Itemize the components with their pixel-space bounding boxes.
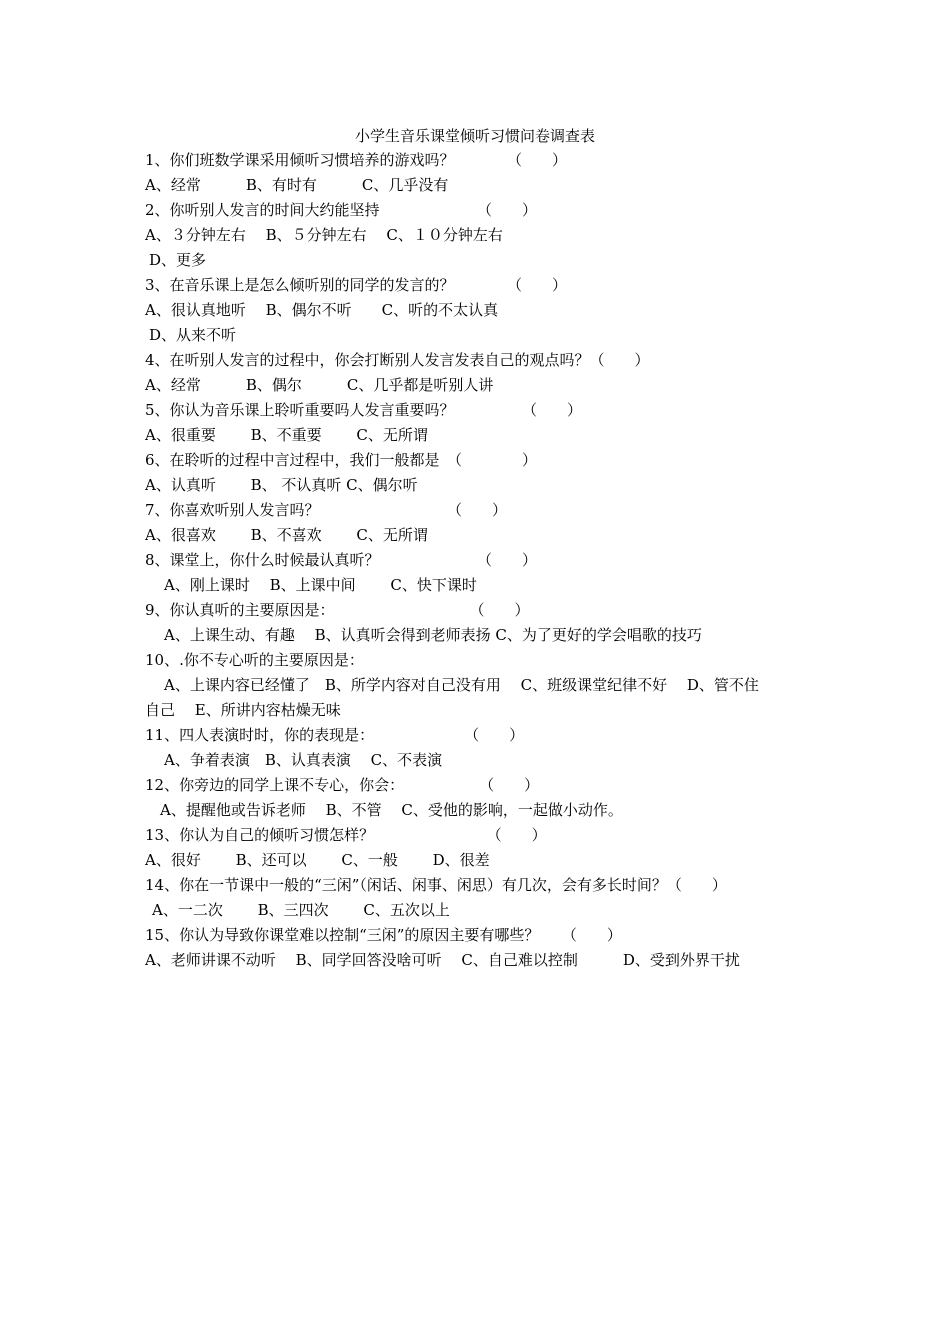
options-3-cont: D、从来不听: [149, 326, 237, 344]
options-10: A、上课内容已经懂了 B、所学内容对自己没有用 C、班级课堂纪律不好 D、管不住: [164, 676, 759, 694]
question-15: 15、你认为导致你课堂难以控制“三闲”的原因主要有哪些？ （ ）: [145, 926, 622, 944]
question-12: 12、你旁边的同学上课不专心，你会： （ ）: [145, 776, 540, 794]
question-7: 7、你喜欢听别人发言吗？ （ ）: [145, 501, 508, 519]
question-9: 9、你认真听的主要原因是： （ ）: [145, 601, 530, 619]
options-8: A、刚上课时 B、上课中间 C、快下课时: [164, 576, 477, 594]
question-11: 11、四人表演时时，你的表现是： （ ）: [145, 726, 525, 744]
options-14: A、一二次 B、三四次 C、五次以上: [152, 901, 450, 919]
question-10: 10、.你不专心听的主要原因是：: [145, 651, 364, 669]
question-1: 1、你们班数学课采用倾听习惯培养的游戏吗？ （ ）: [145, 151, 568, 169]
question-5: 5、你认为音乐课上聆听重要吗人发言重要吗？ （ ）: [145, 401, 583, 419]
options-10-cont: 自己 E、所讲内容枯燥无味: [145, 701, 341, 719]
options-11: A、争着表演 B、认真表演 C、不表演: [164, 751, 443, 769]
options-5: A、很重要 B、不重要 C、无所谓: [145, 426, 428, 444]
question-14: 14、你在一节课中一般的“三闲”（闲话、闲事、闲思）有几次，会有多长时间？（ ）: [145, 876, 727, 894]
options-2-cont: D、更多: [149, 251, 207, 269]
options-6: A、认真听 B、 不认真听 C、偶尔听: [145, 476, 418, 494]
options-15: A、老师讲课不动听 B、同学回答没啥可听 C、自己难以控制 D、受到外界干扰: [145, 951, 740, 969]
question-3: 3、在音乐课上是怎么倾听别的同学的发言的？ （ ）: [145, 276, 568, 294]
question-2: 2、你听别人发言的时间大约能坚持 （ ）: [145, 201, 538, 219]
options-3: A、很认真地听 B、偶尔不听 C、听的不太认真: [145, 301, 499, 319]
options-1: A、经常 B、有时有 C、几乎没有: [145, 176, 449, 194]
options-4: A、经常 B、偶尔 C、几乎都是听别人讲: [145, 376, 494, 394]
options-9: A、上课生动、有趣 B、认真听会得到老师表扬 C、为了更好的学会唱歌的技巧: [164, 626, 702, 644]
options-13: A、很好 B、还可以 C、一般 D、很差: [145, 851, 490, 869]
options-7: A、很喜欢 B、不喜欢 C、无所谓: [145, 526, 428, 544]
question-8: 8、课堂上，你什么时候最认真听？ （ ）: [145, 551, 538, 569]
question-4: 4、在听别人发言的过程中，你会打断别人发言发表自己的观点吗？（ ）: [145, 351, 650, 369]
options-2: A、３分钟左右 B、５分钟左右 C、１０分钟左右: [145, 226, 503, 244]
question-6: 6、在聆听的过程中言过程中，我们一般都是 （ ）: [145, 451, 538, 469]
options-12: A、提醒他或告诉老师 B、不管 C、受他的影响，一起做小动作。: [160, 801, 623, 819]
document-title: 小学生音乐课堂倾听习惯问卷调查表: [354, 127, 595, 145]
question-13: 13、你认为自己的倾听习惯怎样？ （ ）: [145, 826, 547, 844]
